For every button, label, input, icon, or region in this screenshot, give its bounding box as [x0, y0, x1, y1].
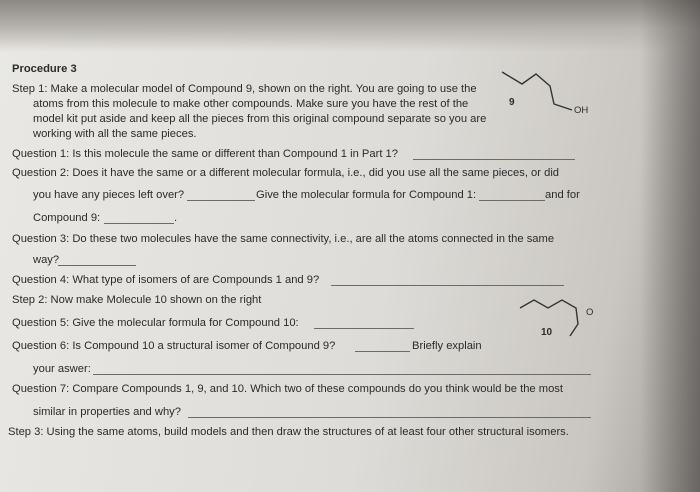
question4-text: Question 4: What type of isomers of are Compounds 1 and 9? — [12, 274, 320, 286]
question2-part-a: you have any pieces left over? — [33, 189, 185, 201]
question7-line2: similar in properties and why? — [33, 406, 181, 418]
step1-line2: atoms from this molecule to make other compounds. Make sure you have the rest of the — [33, 98, 469, 110]
compound10-number: 10 — [541, 327, 553, 338]
question2-pieces-blank[interactable] — [187, 200, 255, 201]
question6-answer-blank[interactable] — [355, 351, 410, 352]
question1-text: Question 1: Is this molecule the same or different than Compound 1 in Part 1? — [12, 148, 398, 160]
question2-line1: Question 2: Does it have the same or a different molecular formula, i.e., did you use all the same pieces, or did — [12, 167, 560, 179]
question4-answer-blank[interactable] — [331, 285, 564, 286]
question7-line1: Question 7: Compare Compounds 1, 9, and 10. Which two of these compounds do you think would be the most — [12, 383, 563, 395]
question2-part-b: Give the molecular formula for Compound 1: — [256, 189, 477, 201]
step3-text: Step 3: Using the same atoms, build models and then draw the structures of at least four other structural isomers. — [8, 426, 569, 438]
step1-line1: Step 1: Make a molecular model of Compound 9, shown on the right. You are going to use the — [12, 83, 477, 95]
question6-explain-blank[interactable] — [93, 374, 591, 375]
compound10-oxygen-label: O — [586, 307, 594, 318]
compound9-oh-label: OH — [574, 105, 589, 116]
question2-period: . — [174, 212, 178, 224]
step1-line3: model kit put aside and keep all the pieces from this original compound separate so you are — [33, 113, 487, 125]
procedure-heading: Procedure 3 — [12, 63, 77, 75]
question5-answer-blank[interactable] — [314, 328, 414, 329]
question2-part-d: Compound 9: — [33, 212, 101, 224]
question3-line2: way? — [33, 254, 60, 266]
question1-answer-blank[interactable] — [413, 159, 575, 160]
compound10-structure — [518, 296, 628, 356]
compound9-formula-blank[interactable] — [104, 223, 174, 224]
compound1-formula-blank[interactable] — [479, 200, 545, 201]
question6-line2: your aswer: — [33, 363, 91, 375]
question7-answer-blank[interactable] — [188, 417, 591, 418]
question3-line1: Question 3: Do these two molecules have the same connectivity, i.e., are all the atoms connected in the same — [12, 233, 555, 245]
question6-text: Question 6: Is Compound 10 a structural isomer of Compound 9? — [12, 340, 336, 352]
question6-explain-label: Briefly explain — [412, 340, 482, 352]
step2-text: Step 2: Now make Molecule 10 shown on the right — [12, 294, 262, 306]
step1-line4: working with all the same pieces. — [33, 128, 197, 140]
question5-text: Question 5: Give the molecular formula for Compound 10: — [12, 317, 299, 329]
question3-answer-blank[interactable] — [58, 265, 136, 266]
question2-part-c: and for — [545, 189, 580, 201]
compound9-number: 9 — [509, 97, 515, 108]
compound9-structure — [498, 68, 618, 138]
